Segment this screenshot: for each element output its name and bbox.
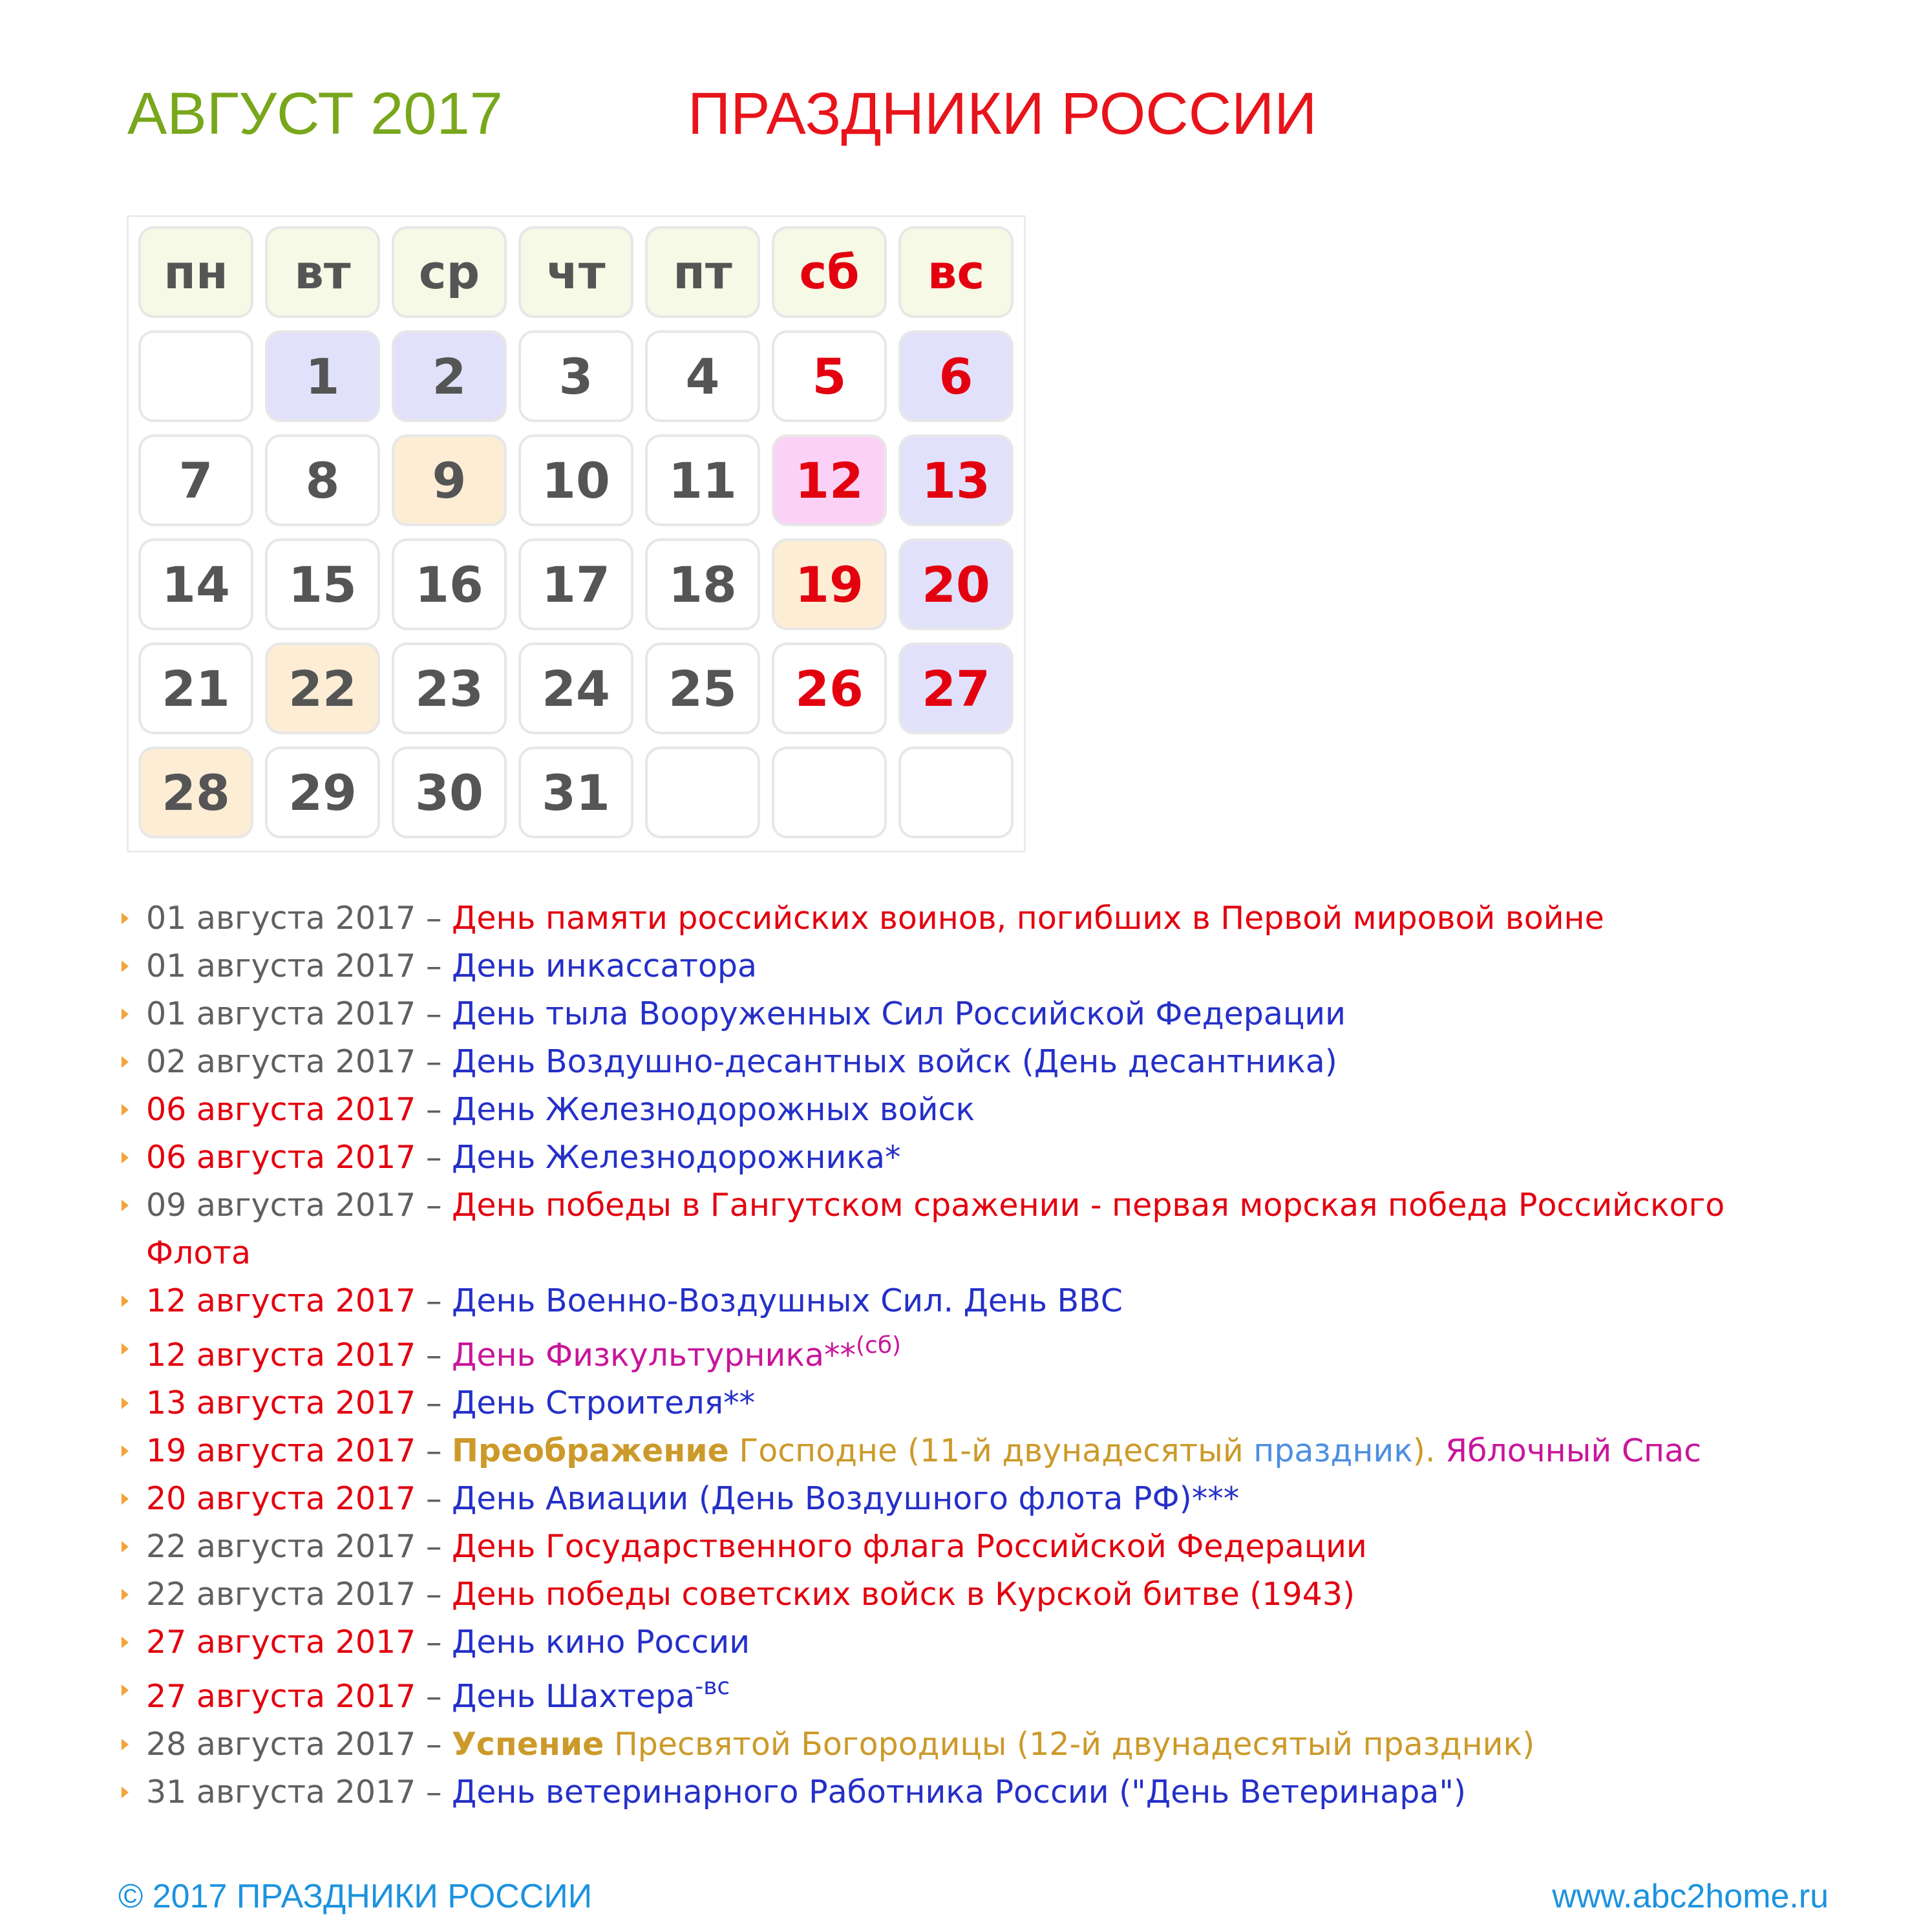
- list-item: [116, 1325, 1862, 1379]
- calendar-day[interactable]: 6: [898, 330, 1014, 422]
- triangle-bullet-icon: [122, 1787, 129, 1798]
- event-title: День победы советских войск в Курской битве (1943): [452, 1576, 1355, 1613]
- event-title: День победы в Гангутском сражении - первая морская победа Российского Флота: [146, 1187, 1725, 1271]
- calendar-day[interactable]: 29: [265, 747, 380, 838]
- triangle-bullet-icon: [122, 1684, 129, 1696]
- triangle-bullet-icon: [122, 1637, 129, 1648]
- separator: –: [416, 1043, 452, 1080]
- event-date: 22 августа 2017: [146, 1576, 416, 1613]
- separator: –: [416, 1678, 452, 1715]
- triangle-bullet-icon: [122, 1541, 129, 1553]
- event-title: День памяти российских воинов, погибших в Первой мировой войне: [452, 900, 1604, 937]
- calendar-day[interactable]: 3: [518, 330, 633, 422]
- triangle-bullet-icon: [122, 1739, 129, 1750]
- event-title: Пресвятой Богородицы (12-й двунадесятый праздник): [604, 1726, 1535, 1763]
- list-item: [116, 1475, 1862, 1523]
- separator: –: [416, 1282, 452, 1319]
- separator: –: [416, 1187, 452, 1224]
- event-title: День тыла Вооруженных Сил Российской Федерации: [452, 995, 1346, 1032]
- event-date: 09 августа 2017: [146, 1187, 416, 1224]
- list-item: [116, 895, 1862, 942]
- triangle-bullet-icon: [122, 913, 129, 924]
- holiday-list: [116, 895, 1862, 1816]
- event-title: День Авиации (День Воздушного флота РФ)***: [452, 1480, 1240, 1517]
- calendar-day[interactable]: 23: [392, 642, 507, 734]
- event-title: День Строителя**: [452, 1385, 756, 1421]
- calendar-day[interactable]: 21: [138, 642, 253, 734]
- event-title: День Физкультурника**: [452, 1337, 856, 1374]
- event-date: 27 августа 2017: [146, 1678, 416, 1715]
- list-item: [116, 1086, 1862, 1134]
- event-note: (сб): [855, 1332, 902, 1359]
- calendar-day[interactable]: 28: [138, 747, 253, 838]
- weekday-header-sun: вс: [898, 226, 1014, 318]
- list-item: [116, 1619, 1862, 1666]
- separator: –: [416, 1528, 452, 1565]
- event-date: 02 августа 2017: [146, 1043, 416, 1080]
- event-date: 27 августа 2017: [146, 1624, 416, 1661]
- triangle-bullet-icon: [122, 1104, 129, 1116]
- list-item: [116, 1721, 1862, 1768]
- weekday-header-tue: вт: [265, 226, 380, 318]
- separator: –: [416, 1432, 452, 1469]
- calendar-day[interactable]: 20: [898, 538, 1014, 630]
- separator: –: [416, 1576, 452, 1613]
- list-item: [116, 1768, 1862, 1816]
- calendar-day[interactable]: 31: [518, 747, 633, 838]
- separator: –: [416, 1624, 452, 1661]
- triangle-bullet-icon: [122, 1200, 129, 1211]
- separator: –: [416, 1774, 452, 1810]
- event-date: 01 августа 2017: [146, 948, 416, 984]
- list-item: [116, 1523, 1862, 1571]
- event-date: 06 августа 2017: [146, 1139, 416, 1176]
- triangle-bullet-icon: [122, 1589, 129, 1600]
- separator: –: [416, 900, 452, 937]
- separator: –: [416, 1480, 452, 1517]
- calendar-day[interactable]: 12: [772, 434, 887, 526]
- event-title: День Военно-Воздушных Сил. День ВВС: [452, 1282, 1123, 1319]
- separator: –: [416, 1726, 452, 1763]
- triangle-bullet-icon: [122, 1008, 129, 1020]
- calendar-day[interactable]: 2: [392, 330, 507, 422]
- weekday-header-sat: сб: [772, 226, 887, 318]
- list-item: [116, 1182, 1820, 1277]
- event-title: День Государственного флага Российской Федерации: [452, 1528, 1367, 1565]
- separator: –: [416, 995, 452, 1032]
- list-item: [116, 1571, 1862, 1619]
- event-title: Господне (11-й двунадесятый: [728, 1432, 1254, 1469]
- calendar-day[interactable]: 22: [265, 642, 380, 734]
- calendar-day-empty: [772, 747, 887, 838]
- calendar-day[interactable]: 27: [898, 642, 1014, 734]
- event-date: 20 августа 2017: [146, 1480, 416, 1517]
- footer-website-link[interactable]: www.abc2home.ru: [1552, 1878, 1829, 1915]
- event-date: 06 августа 2017: [146, 1091, 416, 1128]
- triangle-bullet-icon: [122, 1397, 129, 1409]
- event-title: День Железнодорожных войск: [452, 1091, 975, 1128]
- event-date: 13 августа 2017: [146, 1385, 416, 1421]
- event-title: День кино России: [452, 1624, 750, 1661]
- event-title: День инкассатора: [452, 948, 758, 984]
- event-title-bold: Успение: [452, 1726, 604, 1763]
- weekday-header-thu: чт: [518, 226, 633, 318]
- event-note: -вс: [695, 1673, 730, 1700]
- calendar-day[interactable]: 7: [138, 434, 253, 526]
- page-title: ПРАЗДНИКИ РОССИИ: [688, 81, 1317, 147]
- calendar-grid: [127, 215, 1026, 853]
- calendar-day[interactable]: 19: [772, 538, 887, 630]
- event-date: 12 августа 2017: [146, 1337, 416, 1374]
- triangle-bullet-icon: [122, 1295, 129, 1307]
- event-title: Яблочный Спас: [1445, 1432, 1702, 1469]
- triangle-bullet-icon: [122, 1056, 129, 1068]
- calendar-day-empty: [138, 330, 253, 422]
- event-date: 28 августа 2017: [146, 1726, 416, 1763]
- event-date: 19 августа 2017: [146, 1432, 416, 1469]
- event-date: 22 августа 2017: [146, 1528, 416, 1565]
- calendar-day[interactable]: 4: [645, 330, 760, 422]
- event-title-bold: Преображение: [452, 1432, 729, 1469]
- calendar-day[interactable]: 8: [265, 434, 380, 526]
- calendar-day[interactable]: 17: [518, 538, 633, 630]
- separator: –: [416, 1385, 452, 1421]
- calendar-day[interactable]: 15: [265, 538, 380, 630]
- calendar-day[interactable]: 13: [898, 434, 1014, 526]
- event-date: 12 августа 2017: [146, 1282, 416, 1319]
- calendar-day[interactable]: 5: [772, 330, 887, 422]
- triangle-bullet-icon: [122, 1343, 129, 1355]
- event-title: День Шахтера: [452, 1678, 695, 1715]
- calendar-day[interactable]: 24: [518, 642, 633, 734]
- separator: –: [416, 948, 452, 984]
- event-date: 01 августа 2017: [146, 995, 416, 1032]
- calendar-day[interactable]: 30: [392, 747, 507, 838]
- calendar-day[interactable]: 10: [518, 434, 633, 526]
- calendar-day[interactable]: 18: [645, 538, 760, 630]
- list-item: [116, 1038, 1862, 1086]
- weekday-header-mon: пн: [138, 226, 253, 318]
- triangle-bullet-icon: [122, 1493, 129, 1505]
- event-date: 01 августа 2017: [146, 900, 416, 937]
- separator: –: [416, 1139, 452, 1176]
- event-title: ).: [1412, 1432, 1446, 1469]
- separator: –: [416, 1337, 452, 1374]
- calendar-day-empty: [645, 747, 760, 838]
- list-item: [116, 1427, 1862, 1475]
- triangle-bullet-icon: [122, 1152, 129, 1163]
- calendar-day-empty: [898, 747, 1014, 838]
- list-item: [116, 1379, 1862, 1427]
- calendar-day[interactable]: 16: [392, 538, 507, 630]
- list-item: [116, 990, 1862, 1038]
- calendar-day[interactable]: 9: [392, 434, 507, 526]
- list-item: [116, 1277, 1862, 1325]
- event-title: День Железнодорожника*: [452, 1139, 901, 1176]
- event-date: 31 августа 2017: [146, 1774, 416, 1810]
- event-title: День Воздушно-десантных войск (День десантника): [452, 1043, 1337, 1080]
- triangle-bullet-icon: [122, 961, 129, 972]
- calendar-day[interactable]: 14: [138, 538, 253, 630]
- triangle-bullet-icon: [122, 1445, 129, 1457]
- month-title: АВГУСТ 2017: [127, 81, 503, 147]
- calendar-day[interactable]: 26: [772, 642, 887, 734]
- calendar-day[interactable]: 25: [645, 642, 760, 734]
- footer-copyright: © 2017 ПРАЗДНИКИ РОССИИ: [118, 1878, 593, 1915]
- calendar-day[interactable]: 11: [645, 434, 760, 526]
- list-item: [116, 1134, 1862, 1182]
- weekday-header-fri: пт: [645, 226, 760, 318]
- event-title: День ветеринарного Работника России ("День Ветеринара"): [452, 1774, 1466, 1810]
- calendar-day[interactable]: 1: [265, 330, 380, 422]
- weekday-header-wed: ср: [392, 226, 507, 318]
- list-item: [116, 1666, 1862, 1721]
- list-item: [116, 942, 1862, 990]
- separator: –: [416, 1091, 452, 1128]
- event-title-link: праздник: [1253, 1432, 1413, 1469]
